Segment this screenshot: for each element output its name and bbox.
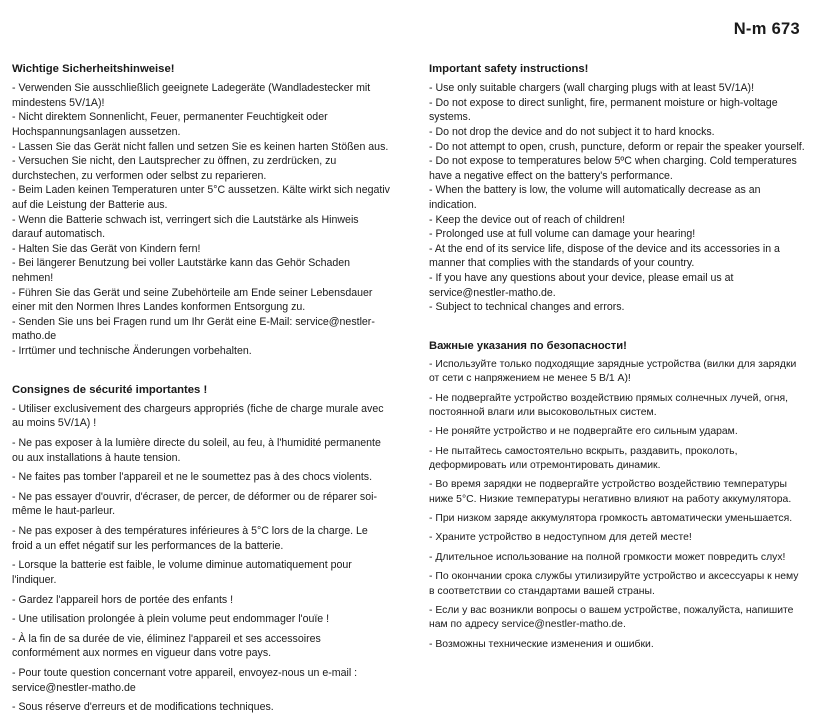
- list-item: - Führen Sie das Gerät und seine Zubehörteile am Ende seiner Lebensdauer einer mit den Normen Ihres Landes konformen Entsorgung zu.: [12, 286, 373, 314]
- section-german-safety: [12, 62, 391, 359]
- list-item: - Pour toute question concernant votre appareil, envoyez-nous un e-mail : service@nestler-matho.de: [12, 666, 358, 694]
- list-item: - Bei längerer Benutzung bei voller Lautstärke kann das Gehör Schaden nehmen!: [12, 257, 351, 285]
- section-russian-safety: [429, 339, 806, 652]
- list-item: - At the end of its service life, dispose of the device and its accessories in a manner that complies with the standards of your country.: [429, 242, 780, 270]
- section-title-german: Wichtige Sicherheitshinweise!: [12, 63, 175, 75]
- list-item: - Длительное использование на полной громкости может повредить слух!: [429, 551, 786, 563]
- list-item: - When the battery is low, the volume will automatically decrease as an indication.: [429, 184, 761, 211]
- list-item: - Do not drop the device and do not subject it to hard knocks.: [429, 125, 715, 138]
- list-item: - Используйте только подходящие зарядные устройства (вилки для зарядки от сети с напряжением не менее 5 В/1 А)!: [429, 358, 797, 385]
- list-item: - If you have any questions about your device, please email us at service@nestler-matho.de.: [429, 272, 734, 299]
- list-item: - Sous réserve d'erreurs et de modifications techniques.: [12, 701, 274, 714]
- list-item: - Halten Sie das Gerät von Kindern fern!: [12, 242, 201, 255]
- list-item: - Храните устройство в недоступном для детей месте!: [429, 532, 692, 544]
- list-item: - Do not expose to direct sunlight, fire, permanent moisture or high-voltage systems.: [429, 96, 778, 124]
- list-item: - Ne faites pas tomber l'appareil et ne le soumettez pas à des chocs violents.: [12, 471, 373, 484]
- list-item: - Gardez l'appareil hors de portée des enfants !: [12, 593, 234, 606]
- section-french-safety: [12, 383, 391, 715]
- list-item: - Une utilisation prolongée à plein volume peut endommager l'ouïe !: [12, 613, 330, 626]
- list-item: - Irrtümer und technische Änderungen vorbehalten.: [12, 345, 252, 358]
- section-title-russian: Важные указания по безопасности!: [429, 339, 627, 352]
- list-item: - Не роняйте устройство и не подвергайте его сильным ударам.: [429, 426, 738, 438]
- two-column-layout: [0, 62, 818, 720]
- list-item: - Не пытайтесь самостоятельно вскрыть, раздавить, проколоть, деформировать или отремонтировать динамик.: [429, 445, 738, 472]
- list-item: - Keep the device out of reach of children!: [429, 213, 626, 226]
- list-item: - По окончании срока службы утилизируйте устройство и аксессуары к нему в соответствии со стандартами вашей страны.: [429, 571, 799, 597]
- list-item: - Use only suitable chargers (wall charging plugs with at least 5V/1A)!: [429, 82, 755, 95]
- right-column: [409, 62, 818, 720]
- list-item: - Utiliser exclusivement des chargeurs appropriés (fiche de charge murale avec au moins 5V/1A) !: [12, 402, 384, 430]
- list-item: - Не подвергайте устройство воздействию прямых солнечных лучей, огня, постоянной влаги или высоковольтных систем.: [429, 392, 789, 418]
- list-item: - Во время зарядки не подвергайте устройство воздействию температуры ниже 5°С. Низкие температуры негативно влияют на работу аккумулятора.: [429, 479, 792, 505]
- list-item: - Lassen Sie das Gerät nicht fallen und setzen Sie es keinen harten Stößen aus.: [12, 140, 389, 153]
- list-item: - Nicht direktem Sonnenlicht, Feuer, permanenter Feuchtigkeit oder Hochspannungsanlagen aussetzen.: [12, 111, 328, 138]
- safety-list-english: [429, 81, 806, 315]
- safety-list-german: [12, 81, 391, 359]
- list-item: - Ne pas exposer à des températures inférieures à 5°C lors de la charge. Le froid a un effet négatif sur les performances de la batterie.: [12, 525, 368, 552]
- safety-list-russian: [429, 358, 806, 652]
- list-item: - Ne pas essayer d'ouvrir, d'écraser, de percer, de déformer ou de réparer soi-même le haut-parleur.: [12, 490, 377, 518]
- list-item: - Versuchen Sie nicht, den Lautsprecher zu öffnen, zu zerdrücken, zu durchstechen, zu verformen oder selbst zu reparieren.: [12, 155, 337, 182]
- list-item: - À la fin de sa durée de vie, éliminez l'appareil et ses accessoires conformément aux normes en vigueur dans votre pays.: [12, 632, 321, 660]
- list-item: - Verwenden Sie ausschließlich geeignete Ladegeräte (Wandladestecker mit mindestens 5V/1A)!: [12, 82, 371, 109]
- model-code: N-m 673: [733, 20, 800, 38]
- list-item: - Senden Sie uns bei Fragen rund um Ihr Gerät eine E-Mail: service@nestler-matho.de: [12, 315, 375, 343]
- list-item: - Prolonged use at full volume can damage your hearing!: [429, 228, 696, 241]
- list-item: - Lorsque la batterie est faible, le volume diminue automatiquement pour l'indiquer.: [12, 559, 352, 586]
- list-item: - Do not expose to temperatures below 5ºC when charging. Cold temperatures have a negative effect on the battery's performance.: [429, 155, 797, 182]
- list-item: - Subject to technical changes and errors.: [429, 301, 625, 314]
- list-item: - Wenn die Batterie schwach ist, verringert sich die Lautstärke als Hinweis darauf automatisch.: [12, 213, 359, 241]
- section-english-safety: [429, 62, 806, 315]
- list-item: - Beim Laden keinen Temperaturen unter 5°C aussetzen. Kälte wirkt sich negativ auf die Leistung der Batterie aus.: [12, 184, 390, 211]
- safety-list-french: [12, 402, 391, 715]
- list-item: - Ne pas exposer à la lumière directe du soleil, au feu, à l'humidité permanente ou aux installations à haute tension.: [12, 437, 381, 464]
- section-title-english: Important safety instructions!: [429, 63, 589, 75]
- list-item: - Если у вас возникли вопросы о вашем устройстве, пожалуйста, напишите нам по адресу service@nestler-matho.de.: [429, 604, 794, 631]
- list-item: - Do not attempt to open, crush, puncture, deform or repair the speaker yourself.: [429, 140, 805, 153]
- list-item: - Возможны технические изменения и ошибки.: [429, 638, 654, 650]
- list-item: - При низком заряде аккумулятора громкость автоматически уменьшается.: [429, 513, 793, 525]
- left-column: [0, 62, 409, 720]
- section-title-french: Consignes de sécurité importantes !: [12, 383, 208, 396]
